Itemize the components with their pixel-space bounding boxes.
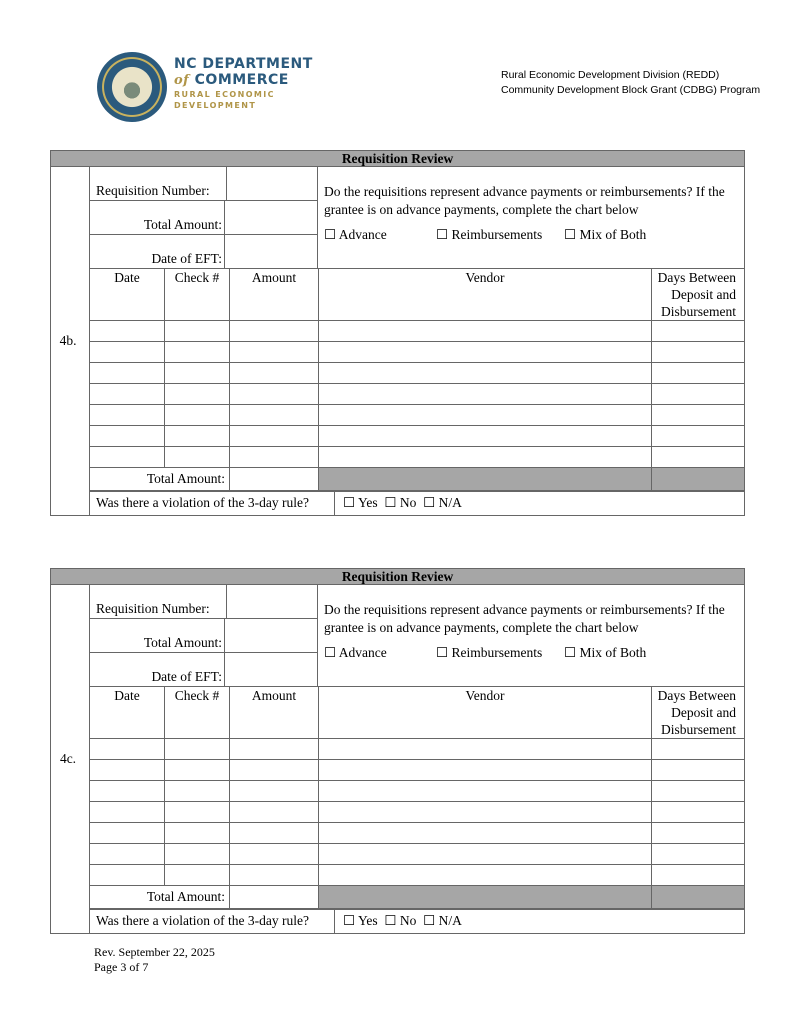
question-text: Do the requisitions represent advance payments or reimbursements? If the grantee is on advance payments, complete the chart below: [324, 184, 725, 217]
check-number-cell[interactable]: [165, 363, 230, 384]
vendor-cell[interactable]: [319, 321, 652, 342]
table-row: [90, 342, 744, 363]
amount-cell[interactable]: [230, 865, 319, 886]
org-line-2-of: of: [174, 73, 190, 88]
question-text: Do the requisitions represent advance payments or reimbursements? If the grantee is on advance payments, complete the chart below: [324, 602, 725, 635]
total-row: [90, 468, 744, 491]
requisition-number-row: [90, 585, 317, 618]
amount-cell[interactable]: [230, 802, 319, 823]
column-header-date: Date: [90, 687, 165, 739]
date-of-eft-label: Date of EFT:: [90, 235, 225, 268]
disbursement-table: [90, 687, 744, 909]
total-amount-row: [90, 618, 317, 652]
nc-commerce-logo-text: [174, 56, 313, 111]
amount-cell[interactable]: [230, 739, 319, 760]
requisition-number-label: Requisition Number:: [90, 167, 227, 200]
amount-cell[interactable]: [230, 363, 319, 384]
date-of-eft-field[interactable]: [225, 653, 317, 686]
vendor-cell[interactable]: [319, 739, 652, 760]
date-cell[interactable]: [90, 321, 165, 342]
amount-cell[interactable]: [230, 405, 319, 426]
requisition-number-field[interactable]: [227, 167, 317, 200]
section-title: Requisition Review: [50, 568, 745, 585]
days-between-cell[interactable]: [652, 426, 745, 447]
column-header-date: Date: [90, 269, 165, 321]
three-day-rule-row: [90, 909, 744, 934]
table-row: [90, 865, 744, 886]
days-between-cell[interactable]: [652, 781, 745, 802]
mix-of-both-checkbox[interactable]: ☐ Mix of Both: [564, 227, 647, 242]
payment-type-options: [324, 644, 738, 662]
amount-cell[interactable]: [230, 342, 319, 363]
days-between-cell[interactable]: [652, 844, 745, 865]
days-between-cell[interactable]: [652, 342, 745, 363]
revision-date: Rev. September 22, 2025: [94, 945, 215, 959]
column-header-days-between: Days Between Deposit and Disbursement: [652, 269, 745, 321]
mix-of-both-checkbox[interactable]: ☐ Mix of Both: [564, 645, 647, 660]
total-amount-cell[interactable]: [230, 886, 319, 909]
advance-checkbox[interactable]: ☐ Advance: [324, 645, 387, 660]
section-number: 4b.: [51, 167, 90, 515]
requisition-number-label: Requisition Number:: [90, 585, 227, 618]
table-row: [90, 447, 744, 468]
table-row: [90, 321, 744, 342]
three-day-rule-row: [90, 491, 744, 516]
total-amount-field[interactable]: [225, 619, 317, 652]
org-line-2: [174, 72, 313, 89]
check-number-cell[interactable]: [165, 739, 230, 760]
amount-cell[interactable]: [230, 844, 319, 865]
reimbursements-checkbox[interactable]: ☐ Reimbursements: [436, 645, 543, 660]
org-line-1: NC DEPARTMENT: [174, 56, 313, 72]
shaded-cell: [652, 886, 745, 909]
vendor-cell[interactable]: [319, 781, 652, 802]
days-between-cell[interactable]: [652, 760, 745, 781]
days-between-cell[interactable]: [652, 802, 745, 823]
reimbursements-checkbox[interactable]: ☐ Reimbursements: [436, 227, 543, 242]
days-between-cell[interactable]: [652, 321, 745, 342]
requisition-header: [90, 585, 744, 687]
check-number-cell[interactable]: [165, 342, 230, 363]
check-number-cell[interactable]: [165, 802, 230, 823]
amount-cell[interactable]: [230, 384, 319, 405]
date-cell[interactable]: [90, 363, 165, 384]
check-number-cell[interactable]: [165, 760, 230, 781]
check-number-cell[interactable]: [165, 426, 230, 447]
division-line-1: Rural Economic Development Division (REDD): [501, 69, 720, 81]
section-body: [50, 167, 745, 516]
days-between-cell[interactable]: [652, 739, 745, 760]
shaded-cell: [319, 468, 652, 491]
nc-state-seal-logo: [97, 52, 167, 122]
disbursement-table: [90, 269, 744, 491]
table-row: [90, 739, 744, 760]
table-row: [90, 760, 744, 781]
vendor-cell[interactable]: [319, 342, 652, 363]
check-number-cell[interactable]: [165, 321, 230, 342]
total-row: [90, 886, 744, 909]
total-amount-row: [90, 200, 317, 234]
amount-cell[interactable]: [230, 823, 319, 844]
check-number-cell[interactable]: [165, 447, 230, 468]
advance-checkbox[interactable]: ☐ Advance: [324, 227, 387, 242]
requisition-header: [90, 167, 744, 269]
org-line-4: DEVELOPMENT: [174, 101, 257, 110]
column-header-check: Check #: [165, 269, 230, 321]
table-row: [90, 844, 744, 865]
table-row: [90, 363, 744, 384]
check-number-cell[interactable]: [165, 384, 230, 405]
table-row: [90, 823, 744, 844]
check-number-cell[interactable]: [165, 405, 230, 426]
amount-cell[interactable]: [230, 426, 319, 447]
days-between-cell[interactable]: [652, 823, 745, 844]
table-header-row: [90, 687, 744, 739]
requisition-fields: [90, 585, 318, 686]
days-between-cell[interactable]: [652, 447, 745, 468]
page-number: Page 3 of 7: [94, 960, 149, 974]
date-cell[interactable]: [90, 802, 165, 823]
vendor-cell[interactable]: [319, 865, 652, 886]
total-amount-label: Total Amount:: [90, 201, 225, 234]
table-row: [90, 426, 744, 447]
vendor-cell[interactable]: [319, 823, 652, 844]
section-main: [90, 585, 744, 933]
date-cell[interactable]: [90, 426, 165, 447]
org-line-2-main: COMMERCE: [194, 72, 289, 88]
days-between-cell[interactable]: [652, 363, 745, 384]
column-header-amount: Amount: [230, 269, 319, 321]
vendor-cell[interactable]: [319, 426, 652, 447]
date-cell[interactable]: [90, 384, 165, 405]
three-day-rule-options[interactable]: ☐ Yes ☐ No ☐ N/A: [343, 913, 462, 928]
vendor-cell[interactable]: [319, 384, 652, 405]
vendor-cell[interactable]: [319, 760, 652, 781]
table-row: [90, 384, 744, 405]
payment-type-question: [318, 585, 744, 686]
table-header-row: [90, 269, 744, 321]
requisition-fields: [90, 167, 318, 268]
check-number-cell[interactable]: [165, 823, 230, 844]
section-number: 4c.: [51, 585, 90, 933]
total-amount-label: Total Amount:: [90, 619, 225, 652]
days-between-cell[interactable]: [652, 865, 745, 886]
date-cell[interactable]: [90, 760, 165, 781]
total-amount-field[interactable]: [225, 201, 317, 234]
date-cell[interactable]: [90, 844, 165, 865]
date-cell[interactable]: [90, 781, 165, 802]
days-between-cell[interactable]: [652, 405, 745, 426]
date-of-eft-label: Date of EFT:: [90, 653, 225, 686]
division-line-2: Community Development Block Grant (CDBG) Program: [501, 84, 761, 96]
section-title: Requisition Review: [50, 150, 745, 167]
payment-type-options: [324, 226, 738, 244]
requisition-review-section: [50, 150, 745, 516]
requisition-review-section: [50, 568, 745, 934]
date-of-eft-field[interactable]: [225, 235, 317, 268]
amount-cell[interactable]: [230, 781, 319, 802]
org-line-3: RURAL ECONOMIC: [174, 90, 275, 99]
check-number-cell[interactable]: [165, 844, 230, 865]
vendor-cell[interactable]: [319, 447, 652, 468]
amount-cell[interactable]: [230, 447, 319, 468]
check-number-cell[interactable]: [165, 865, 230, 886]
page-header: [0, 0, 794, 130]
column-header-check: Check #: [165, 687, 230, 739]
column-header-vendor: Vendor: [319, 687, 652, 739]
section-body: [50, 585, 745, 934]
date-cell[interactable]: [90, 865, 165, 886]
date-cell[interactable]: [90, 447, 165, 468]
check-number-cell[interactable]: [165, 781, 230, 802]
total-amount-cell[interactable]: [230, 468, 319, 491]
date-of-eft-row: [90, 234, 317, 268]
amount-cell[interactable]: [230, 760, 319, 781]
shaded-cell: [319, 886, 652, 909]
date-cell[interactable]: [90, 739, 165, 760]
total-amount-row-label: Total Amount:: [90, 468, 230, 491]
three-day-rule-question: Was there a violation of the 3-day rule?: [90, 910, 335, 934]
shaded-cell: [652, 468, 745, 491]
total-amount-row-label: Total Amount:: [90, 886, 230, 909]
section-main: [90, 167, 744, 515]
column-header-days-between: Days Between Deposit and Disbursement: [652, 687, 745, 739]
table-row: [90, 802, 744, 823]
requisition-number-row: [90, 167, 317, 200]
date-cell[interactable]: [90, 823, 165, 844]
table-row: [90, 781, 744, 802]
date-cell[interactable]: [90, 342, 165, 363]
page-footer: [94, 945, 215, 975]
table-row: [90, 405, 744, 426]
date-of-eft-row: [90, 652, 317, 686]
three-day-rule-question: Was there a violation of the 3-day rule?: [90, 492, 335, 516]
column-header-vendor: Vendor: [319, 269, 652, 321]
requisition-number-field[interactable]: [227, 585, 317, 618]
vendor-cell[interactable]: [319, 844, 652, 865]
days-between-cell[interactable]: [652, 384, 745, 405]
payment-type-question: [318, 167, 744, 268]
amount-cell[interactable]: [230, 321, 319, 342]
division-info: [501, 68, 760, 98]
date-cell[interactable]: [90, 405, 165, 426]
column-header-amount: Amount: [230, 687, 319, 739]
vendor-cell[interactable]: [319, 363, 652, 384]
three-day-rule-options[interactable]: ☐ Yes ☐ No ☐ N/A: [343, 495, 462, 510]
vendor-cell[interactable]: [319, 802, 652, 823]
vendor-cell[interactable]: [319, 405, 652, 426]
